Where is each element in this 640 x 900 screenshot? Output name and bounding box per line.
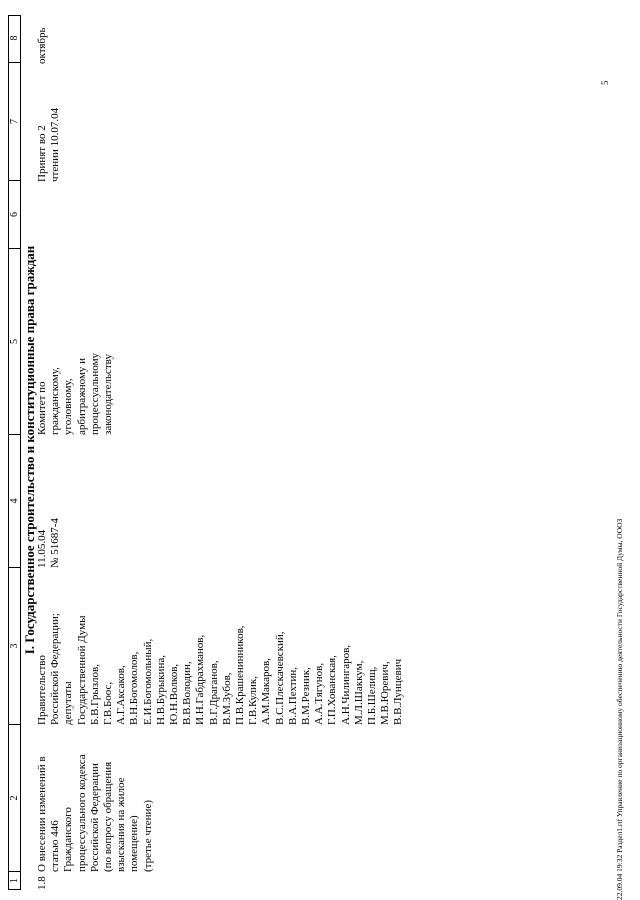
header-col-6: 6 [9, 181, 20, 249]
header-col-2: 2 [9, 725, 20, 872]
bill-date-number: 11.05.04 № 51687-4 [36, 518, 62, 568]
row-number: 1.8 [36, 876, 48, 890]
table-header-row [8, 15, 21, 890]
header-col-1: 1 [9, 878, 20, 883]
bill-authors: Правительство Российской Федерации; депутаты Государственной Думы Б.В.Грызлов, Г.В.Боос, А.Г.Аксаков, В.Н.Богомолов, Е.И.Богомольный, Н.В.Бурыкина, Ю.Н.Волков, В.В.Володин, И.Н.Габдрахманов, В.Г.Драганов, В.М.Зубов, П.В.Крашенинников, Г.В.Кулик, А.М.Макаров, В.С.Плескачевский, В.А.Пехтин, В.М.Резник, А.А.Тягунов, Г.П.Хованская, А.Н.Чилингаров, М.Л.Шаккум, П.Б.Шелищ, М.В.Юревич, В.В.Лунцевич [36, 613, 405, 725]
header-col-5: 5 [9, 249, 20, 435]
page-number: 5 [600, 80, 610, 85]
header-col-3: 3 [9, 568, 20, 725]
bill-status: Принят во 2 чтении 10.07.04 [36, 107, 62, 182]
header-col-4: 4 [9, 435, 20, 568]
bill-title: О внесении изменений в статью 446 Гражданского процессуального кодекса Российской Федерации (по вопросу обращения взыскания на жилое помещение) (третье чтение) [36, 754, 154, 872]
section-title: I. Государственное строительство и конституционные права граждан [22, 245, 37, 655]
footer-text: 22.09.04 19:32 Раздел1.rtf Управление по организационному обеспечению деятельности Государственной Думы, ОООЗ [615, 518, 624, 900]
planned-month: октябрь [36, 27, 48, 64]
header-col-7: 7 [9, 63, 20, 181]
header-col-8: 8 [9, 14, 20, 63]
responsible-committee: Комитет по гражданскому, уголовному, арбитражному и процессуальному законодательству [36, 352, 115, 435]
